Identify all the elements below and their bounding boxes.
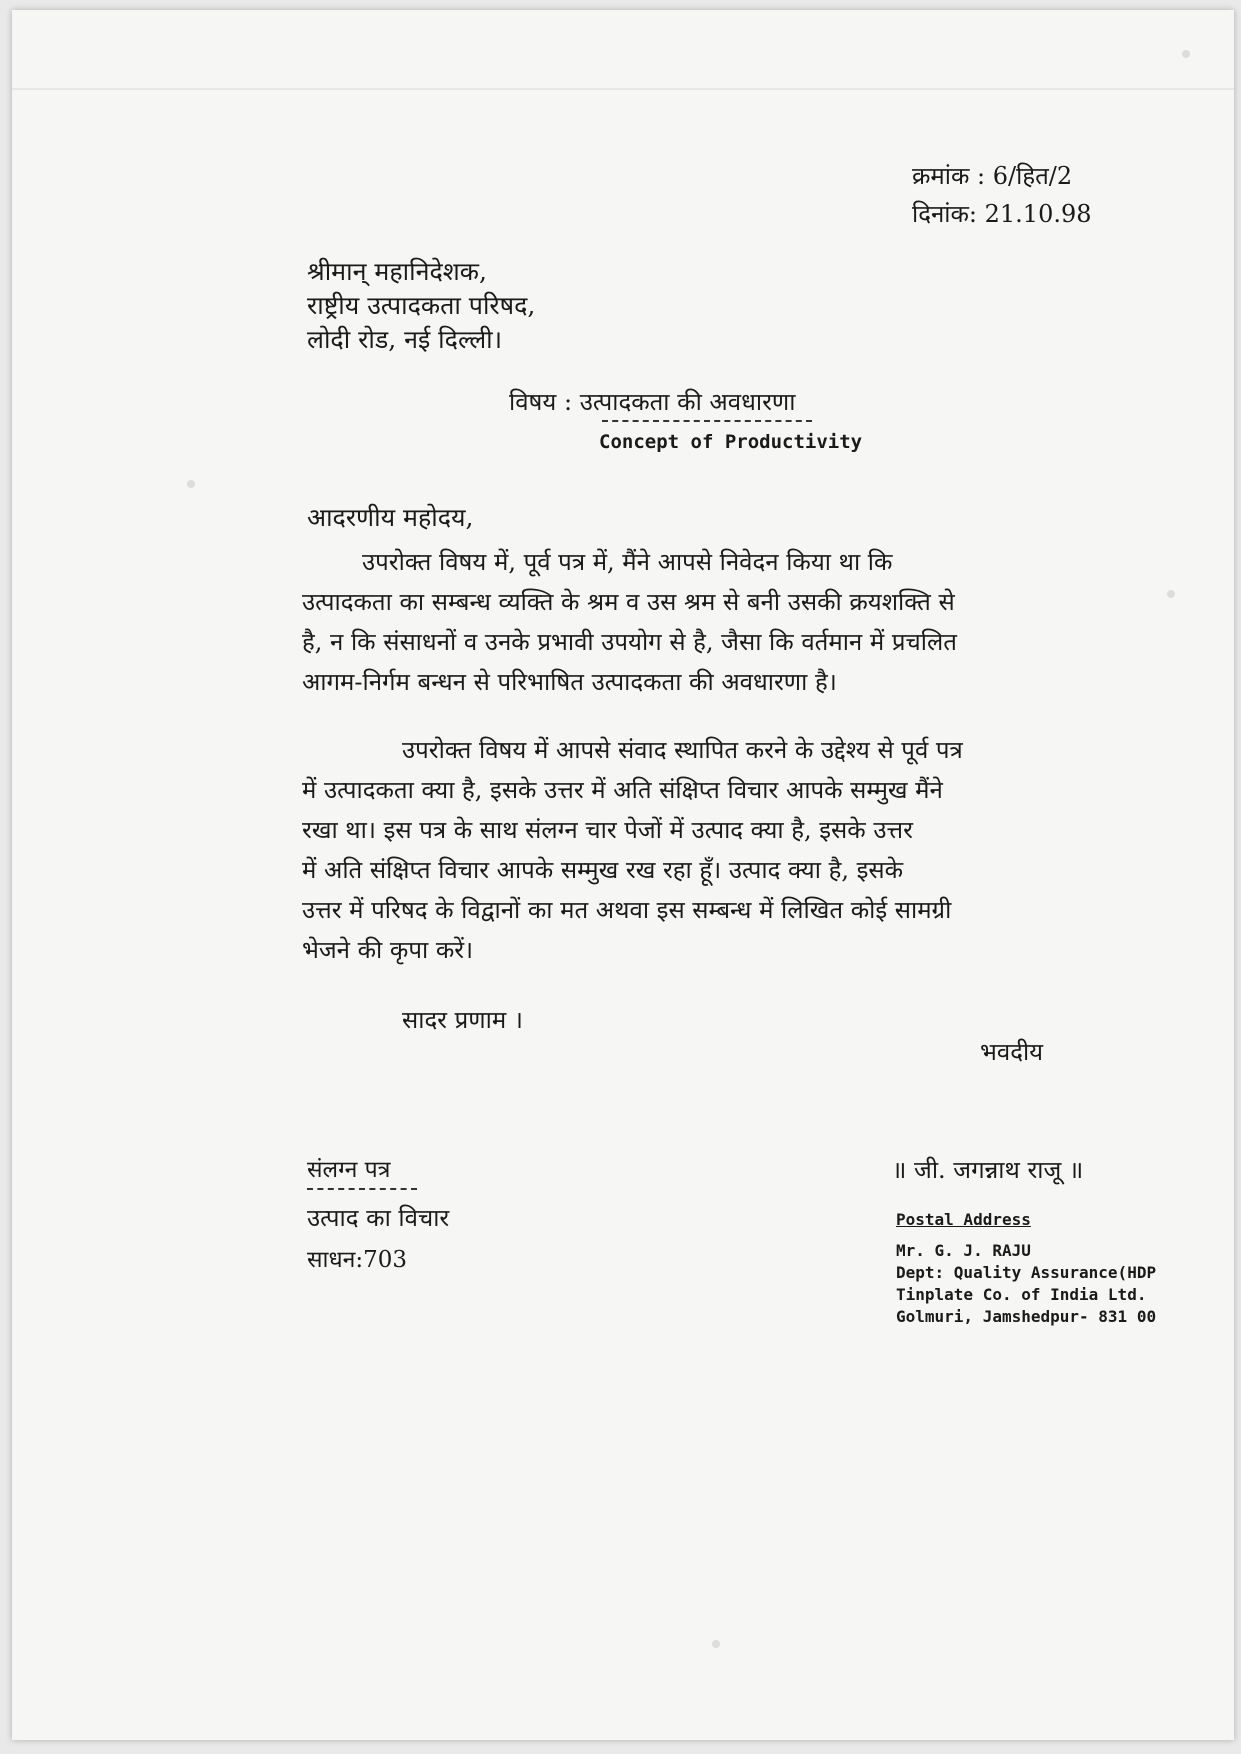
postal-line: Golmuri, Jamshedpur- 831 00	[896, 1307, 1157, 1326]
enclosure-underline	[307, 1188, 417, 1190]
letter-date: दिनांक: 21.10.98	[912, 200, 1092, 228]
paragraph-line: है, न कि संसाधनों व उनके प्रभावी उपयोग से है, जैसा कि वर्तमान में प्रचलित	[302, 628, 957, 656]
enclosure-heading: संलग्न पत्र	[307, 1157, 391, 1183]
paragraph-line: आगम-निर्गम बन्धन से परिभाषित उत्पादकता की अवधारणा है।	[302, 668, 837, 696]
postal-address-heading: Postal Address	[896, 1210, 1031, 1229]
enclosure-item: उत्पाद का विचार	[307, 1204, 450, 1232]
enclosure-item: साधन:703	[307, 1247, 408, 1273]
paper-speck	[712, 1640, 720, 1648]
yours-faithfully: भवदीय	[980, 1038, 1044, 1066]
paragraph-line: उत्पादकता का सम्बन्ध व्यक्ति के श्रम व उस श्रम से बनी उसकी क्रयशक्ति से	[302, 588, 955, 616]
subject-hindi: विषय : उत्पादकता की अवधारणा	[509, 388, 796, 416]
paragraph-line: रखा था। इस पत्र के साथ संलग्न चार पेजों में उत्पाद क्या है, इसके उत्तर	[302, 816, 913, 844]
postal-line: Mr. G. J. RAJU	[896, 1241, 1031, 1260]
closing-greeting: सादर प्रणाम ।	[402, 1006, 523, 1034]
recipient-line: राष्ट्रीय उत्पादकता परिषद,	[307, 291, 536, 320]
paragraph-1	[302, 542, 1182, 702]
recipient-line: लोदी रोड, नई दिल्ली।	[307, 325, 503, 354]
paper-speck	[1182, 50, 1190, 58]
paper-speck	[187, 480, 195, 488]
paragraph-line: उपरोक्त विषय में, पूर्व पत्र में, मैंने आपसे निवेदन किया था कि	[362, 548, 893, 576]
postal-line: Dept: Quality Assurance(HDP	[896, 1263, 1157, 1282]
paragraph-line: उपरोक्त विषय में आपसे संवाद स्थापित करने के उद्देश्य से पूर्व पत्र	[402, 736, 963, 764]
paragraph-line: में अति संक्षिप्त विचार आपके सम्मुख रख रहा हूँ। उत्पाद क्या है, इसके	[302, 856, 904, 884]
subject-english: Concept of Productivity	[599, 431, 863, 453]
postal-line: Tinplate Co. of India Ltd.	[896, 1285, 1147, 1304]
paragraph-2	[302, 730, 1182, 970]
letter-page	[12, 10, 1234, 1740]
paragraph-line: उत्तर में परिषद के विद्वानों का मत अथवा इस सम्बन्ध में लिखित कोई सामग्री	[302, 896, 952, 924]
postal-address	[896, 1240, 1156, 1328]
subject-underline	[602, 420, 812, 422]
reference-number: क्रमांक : 6/हित/2	[912, 162, 1073, 190]
salutation: आदरणीय महोदय,	[307, 503, 474, 532]
paper-fold	[12, 88, 1234, 90]
paragraph-line: में उत्पादकता क्या है, इसके उत्तर में अति संक्षिप्त विचार आपके सम्मुख मैंने	[302, 776, 943, 804]
recipient-line: श्रीमान् महानिदेशक,	[307, 257, 487, 286]
paragraph-line: भेजने की कृपा करें।	[302, 936, 474, 964]
sender-name: ॥ जी. जगन्नाथ राजू ॥	[892, 1156, 1084, 1184]
